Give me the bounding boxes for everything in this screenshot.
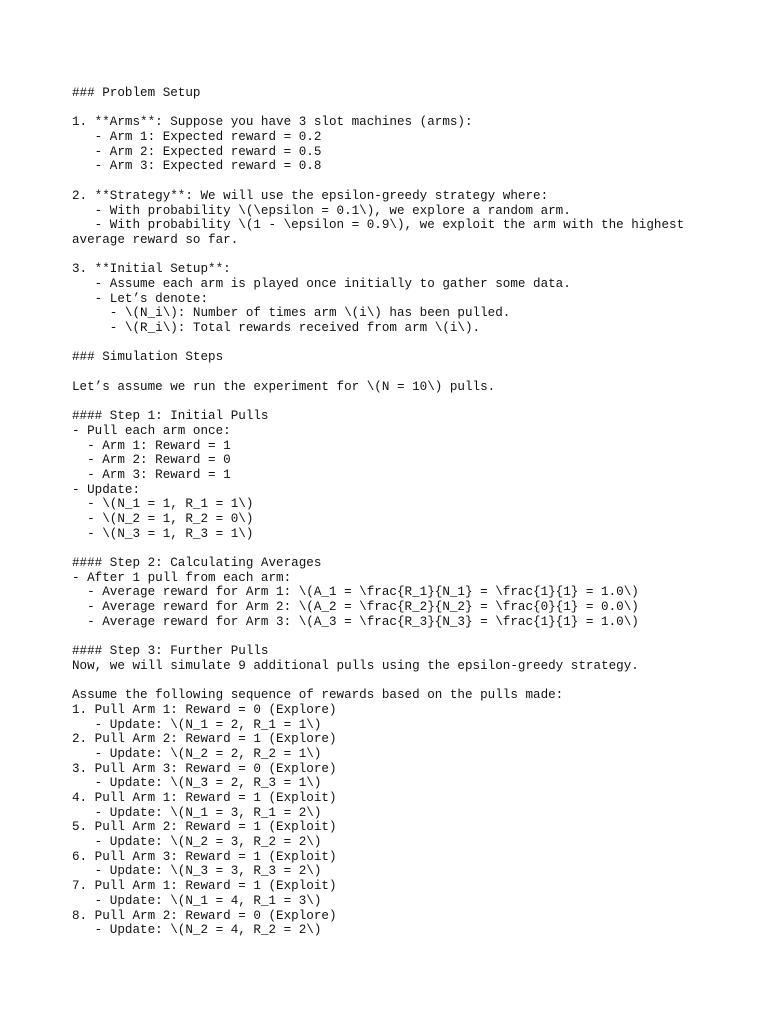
pull-5-update: - Update: \(N_2 = 3, R_2 = 2\) [72, 835, 322, 850]
blank-line [72, 174, 712, 189]
initial-reward-arm-1: - Arm 1: Reward = 1 [72, 438, 231, 453]
arm-3-expected: - Arm 3: Expected reward = 0.8 [72, 159, 322, 174]
denote-r-i: - \(R_i\): Total rewards received from arm \(i\). [72, 321, 481, 335]
assume-played-once: - Assume each arm is played once initially to gather some data. [72, 276, 571, 291]
arm-2-expected: - Arm 2: Expected reward = 0.5 [72, 144, 322, 159]
pull-1-update: - Update: \(N_1 = 2, R_1 = 1\) [72, 717, 322, 732]
pull-8-update: - Update: \(N_2 = 4, R_2 = 2\) [72, 923, 322, 938]
initial-update-arm-2: - \(N_2 = 1, R_2 = 0\) [72, 511, 254, 526]
arms-item: 1. **Arms**: Suppose you have 3 slot machines (arms): [72, 115, 473, 130]
denote-n-i: - \(N_i\): Number of times arm \(i\) has been pulled. [72, 306, 511, 321]
average-arm-1: - Average reward for Arm 1: \(A_1 = \frac{R_1}{N_1} = \frac{1}{1} = 1.0\) [72, 585, 639, 600]
pull-3: 3. Pull Arm 3: Reward = 0 (Explore) [72, 761, 337, 776]
lets-denote: - Let’s denote: [72, 291, 209, 306]
strategy-item: 2. **Strategy**: We will use the epsilon-greedy strategy where: [72, 188, 549, 203]
blank-line [72, 101, 712, 116]
update-label: - Update: [72, 482, 141, 497]
pull-2-update: - Update: \(N_2 = 2, R_2 = 1\) [72, 746, 322, 761]
heading-step-2: #### Step 2: Calculating Averages [72, 556, 322, 570]
explore-probability: - With probability \(\epsilon = 0.1\), we explore a random arm. [72, 203, 571, 218]
document-body [72, 86, 712, 938]
blank-line [72, 674, 712, 689]
pull-4-update: - Update: \(N_1 = 3, R_1 = 2\) [72, 805, 322, 820]
pull-1: 1. Pull Arm 1: Reward = 0 (Explore) [72, 702, 337, 717]
assume-sequence: Assume the following sequence of rewards based on the pulls made: [72, 688, 564, 703]
pull-3-update: - Update: \(N_3 = 2, R_3 = 1\) [72, 776, 322, 791]
after-one-pull: - After 1 pull from each arm: [72, 570, 292, 585]
average-arm-2: - Average reward for Arm 2: \(A_2 = \frac{R_2}{N_2} = \frac{0}{1} = 0.0\) [72, 600, 639, 615]
initial-update-arm-3: - \(N_3 = 1, R_3 = 1\) [72, 526, 254, 541]
heading-step-1: #### Step 1: Initial Pulls [72, 409, 269, 424]
blank-line [72, 629, 712, 644]
initial-reward-arm-3: - Arm 3: Reward = 1 [72, 467, 231, 482]
blank-line [72, 541, 712, 556]
simulate-additional-pulls: Now, we will simulate 9 additional pulls using the epsilon-greedy strategy. [72, 658, 639, 673]
initial-reward-arm-2: - Arm 2: Reward = 0 [72, 453, 231, 468]
initial-setup-item: 3. **Initial Setup**: [72, 262, 231, 277]
blank-line [72, 248, 712, 263]
blank-line [72, 365, 712, 380]
pull-7-update: - Update: \(N_1 = 4, R_1 = 3\) [72, 893, 322, 908]
initial-update-arm-1: - \(N_1 = 1, R_1 = 1\) [72, 497, 254, 512]
heading-problem-setup: ### Problem Setup [72, 86, 201, 100]
experiment-pulls: Let’s assume we run the experiment for \(N = 10\) pulls. [72, 379, 496, 394]
pull-each-arm: - Pull each arm once: [72, 423, 231, 438]
pull-7: 7. Pull Arm 1: Reward = 1 (Exploit) [72, 879, 337, 894]
pull-4: 4. Pull Arm 1: Reward = 1 (Exploit) [72, 791, 337, 805]
pull-5: 5. Pull Arm 2: Reward = 1 (Exploit) [72, 820, 337, 835]
blank-line [72, 394, 712, 409]
pull-6: 6. Pull Arm 3: Reward = 1 (Exploit) [72, 849, 337, 864]
exploit-probability-wrap: average reward so far. [72, 232, 239, 247]
heading-simulation-steps: ### Simulation Steps [72, 350, 224, 365]
blank-line [72, 336, 712, 351]
pull-6-update: - Update: \(N_3 = 3, R_3 = 2\) [72, 864, 322, 879]
exploit-probability: - With probability \(1 - \epsilon = 0.9\), we exploit the arm with the highest [72, 218, 685, 233]
pull-8: 8. Pull Arm 2: Reward = 0 (Explore) [72, 908, 337, 923]
arm-1-expected: - Arm 1: Expected reward = 0.2 [72, 130, 322, 145]
average-arm-3: - Average reward for Arm 3: \(A_3 = \frac{R_3}{N_3} = \frac{1}{1} = 1.0\) [72, 614, 639, 629]
heading-step-3: #### Step 3: Further Pulls [72, 644, 269, 659]
pull-2: 2. Pull Arm 2: Reward = 1 (Explore) [72, 732, 337, 747]
